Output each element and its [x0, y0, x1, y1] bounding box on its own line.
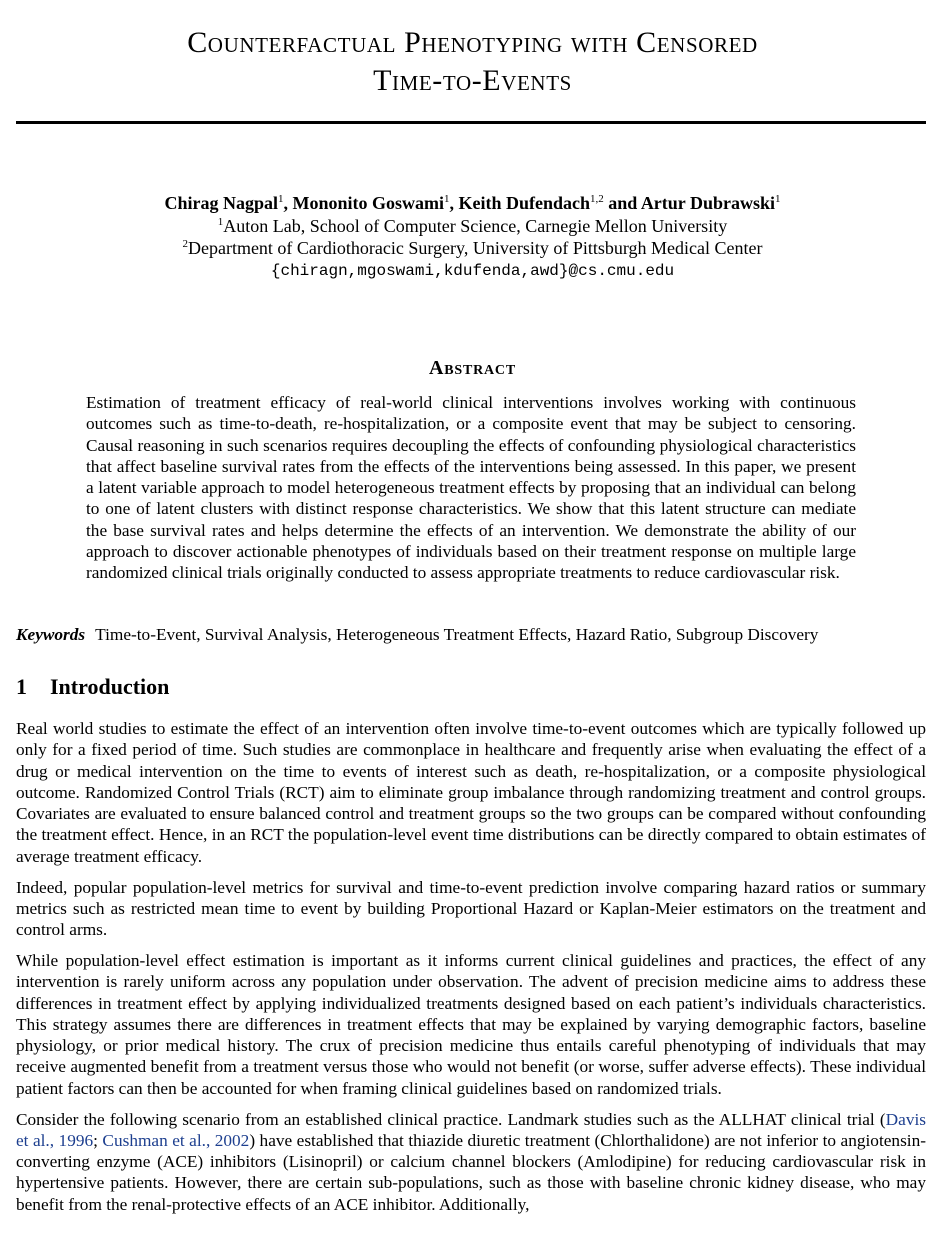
authors-block — [0, 192, 945, 282]
author-affiliation-mark: 1,2 — [590, 193, 604, 205]
author-separator: , — [449, 193, 459, 213]
paragraph-3: While population-level effect estimation is important as it informs current clinical guidelines and practices, the effect of any intervention is rarely uniform across any population under observation. The advent of precision medicine aims to address these differences in treatment effect by applying individualized treatments designed based on each patient’s individuals characteristics. This strategy assumes there are differences in treatment effects that may be explained by varying demographic factors, baseline physiology, or prior medical history. The crux of precision medicine thus entails careful phenotyping of individuals that may receive augmented benefit from a treatment versus those who would not benefit (or worse, suffer adverse effects). These individual patient factors can then be accounted for when framing clinical guidelines based on randomized trials. — [16, 950, 926, 1098]
author-list — [0, 192, 945, 215]
abstract-heading: Abstract — [429, 357, 516, 379]
author-affiliation-mark: 1 — [775, 193, 781, 205]
citation-cushman-2002[interactable]: Cushman et al., 2002 — [102, 1130, 250, 1150]
introduction-body — [16, 718, 926, 1225]
author-affiliation-mark: 1 — [444, 193, 450, 205]
author-name: Keith Dufendach — [458, 193, 591, 213]
paragraph-1: Real world studies to estimate the effect of an intervention often involve time-to-event outcomes which are typically followed up only for a fixed period of time. Such studies are commonplace in healthcare and frequently arise when evaluating the effect of a drug or medical intervention on the time to events of interest such as death, re-hospitalization, or a composite physiological outcome. Randomized Control Trials (RCT) aim to eliminate group imbalance through randomizing treatment and control groups. Covariates are evaluated to ensure balanced control and treatment groups so the two groups can be compared without confounding the treatment effect. Hence, in an RCT the population-level event time distributions can be directly compared to obtain estimates of average treatment efficacy. — [16, 719, 926, 866]
section-number: 1 — [16, 674, 27, 699]
citation-davis-1996[interactable]: Davis et al., 1996 — [16, 1109, 926, 1150]
affiliation-mark: 2 — [182, 238, 188, 250]
title-rule — [16, 121, 926, 124]
title-line-1: Counterfactual Phenotyping with Censored — [187, 26, 758, 59]
citation-separator: ; — [93, 1130, 103, 1150]
author-separator: and — [603, 193, 641, 213]
affiliation-mark: 1 — [217, 215, 224, 228]
paragraph-2: Indeed, popular population-level metrics for survival and time-to-event prediction involve comparing hazard ratios or summary metrics such as restricted mean time to event by building Proportional Hazard or Kaplan-Meier estimators on the treatment and control arms. — [16, 877, 926, 940]
author-emails: {chiragn,mgoswami,kdufenda,awd}@cs.cmu.edu — [270, 261, 675, 280]
section-heading-introduction — [16, 674, 616, 700]
paper-title — [0, 24, 945, 100]
paragraph-4-text-a: Consider the following scenario from an established clinical practice. Landmark studies such as the ALLHAT clinical trial ( — [16, 1109, 886, 1129]
author-name: Artur Dubrawski — [640, 193, 775, 213]
affiliation-1 — [0, 215, 945, 238]
paragraph-4-text-b: ) have established that thiazide diuretic treatment (Chlorthalidone) are not inferior to angiotensin-converting enzyme (ACE) inhibitors (Lisinopril) or calcium channel blockers (Amlodipine) for reducing cardiovascular risk in hypertensive patients. However, there are certain sub-populations, such as those with baseline chronic kidney disease, who may benefit from the renal-protective effects of an ACE inhibitor. Additionally, — [16, 1130, 926, 1214]
title-line-2: Time-to-Events — [373, 64, 572, 97]
author-name: Mononito Goswami — [292, 193, 445, 213]
author-separator: , — [283, 193, 293, 213]
keywords-list: Time-to-Event, Survival Analysis, Heterogeneous Treatment Effects, Hazard Ratio, Subgroup Discovery — [95, 625, 819, 644]
author-affiliation-mark: 1 — [278, 193, 284, 205]
affiliation-text: Department of Cardiothoracic Surgery, University of Pittsburgh Medical Center — [187, 238, 763, 258]
paragraph-4 — [16, 1109, 926, 1215]
section-title: Introduction — [50, 674, 170, 699]
author-name: Chirag Nagpal — [164, 193, 278, 213]
abstract-text: Estimation of treatment efficacy of real-world clinical interventions involves working with continuous outcomes such as time-to-death, re-hospitalization, or a composite event that may be subject to censoring. Causal reasoning in such scenarios requires decoupling the effects of confounding physiological characteristics that affect baseline survival rates from the effects of the interventions being assessed. In this paper, we present a latent variable approach to model heterogeneous treatment effects by proposing that an individual can belong to one of latent clusters with distinct response characteristics. We show that this latent structure can mediate the base survival rates and helps determine the effects of an intervention. We demonstrate the ability of our approach to discover actionable phenotypes of individuals based on their treatment response on multiple large randomized clinical trials originally conducted to assess appropriate treatments to reduce cardiovascular risk. — [86, 393, 856, 583]
keywords-line — [16, 624, 931, 646]
affiliation-2 — [0, 237, 945, 260]
keywords-label: Keywords — [16, 625, 86, 644]
affiliation-text: Auton Lab, School of Computer Science, Carnegie Mellon University — [223, 215, 728, 236]
